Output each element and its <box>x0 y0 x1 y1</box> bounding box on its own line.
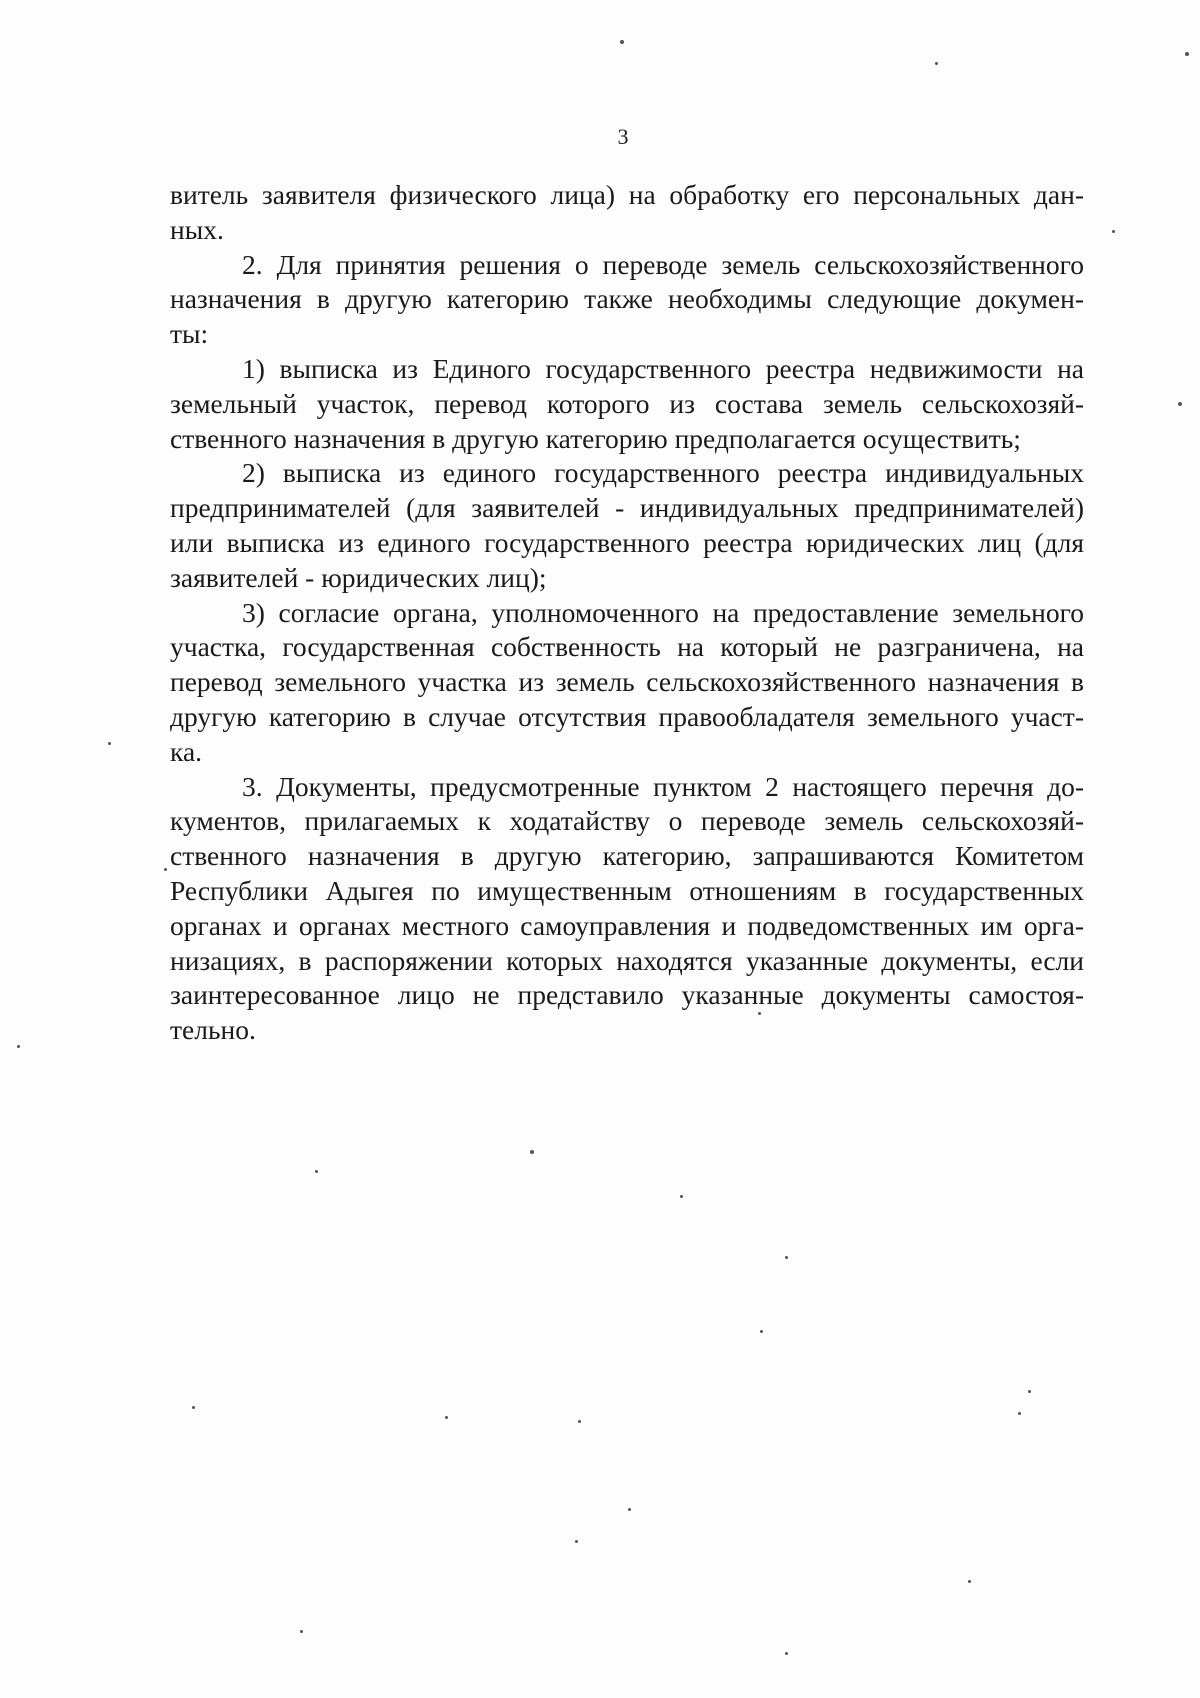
body-text <box>170 178 1084 1048</box>
text-line: 2. Для принятия решения о переводе земель сельскохозяйственного <box>242 248 1084 280</box>
scan-speck <box>1178 402 1182 406</box>
text-line: 2) выписка из единого государственного реестра индивидуальных <box>242 457 1084 489</box>
scan-speck <box>628 1508 631 1511</box>
text-line: назначения в другую категорию также необходимы следующие докумен- <box>170 283 1084 315</box>
scan-speck <box>192 1406 195 1409</box>
text-line: земельный участок, перевод которого из состава земель сельскохозяй- <box>170 387 1084 419</box>
text-line: органах и органах местного самоуправления и подведомственных им орга- <box>170 909 1084 941</box>
scan-speck <box>108 742 111 745</box>
page-number: 3 <box>617 124 629 149</box>
scan-speck <box>1028 1390 1031 1393</box>
scan-speck <box>575 1540 578 1543</box>
scan-speck <box>164 868 167 871</box>
scan-speck <box>680 1195 683 1198</box>
text-line: кументов, прилагаемых к ходатайству о переводе земель сельскохозяй- <box>170 805 1084 837</box>
text-line: ных. <box>170 213 224 245</box>
scan-speck <box>620 40 624 44</box>
scan-speck <box>1185 52 1189 56</box>
scan-speck <box>968 1580 971 1583</box>
text-line: ка. <box>170 735 203 767</box>
scan-speck <box>300 1630 303 1633</box>
text-line: заинтересованное лицо не представило указанные документы самостоя- <box>170 979 1084 1011</box>
scan-speck <box>785 1652 788 1655</box>
scan-speck <box>445 1416 448 1419</box>
text-line: витель заявителя физического лица) на обработку его персональных дан- <box>170 179 1084 210</box>
text-line: 3) согласие органа, уполномоченного на предоставление земельного <box>242 596 1084 628</box>
scan-speck <box>1018 1412 1021 1415</box>
text-line: ственного назначения в другую категорию, запрашиваются Комитетом <box>170 840 1084 872</box>
scan-speck <box>17 1045 20 1048</box>
scan-speck <box>760 1330 763 1333</box>
text-line: ственного назначения в другую категорию предполагается осуществить; <box>170 422 1021 454</box>
scan-speck <box>578 1420 581 1423</box>
text-line: 1) выписка из Единого государственного реестра недвижимости на <box>242 352 1084 384</box>
text-line: предпринимателей (для заявителей - индивидуальных предпринимателей) <box>170 492 1084 524</box>
text-line: или выписка из единого государственного реестра юридических лиц (для <box>170 526 1084 558</box>
text-line: тельно. <box>170 1014 256 1046</box>
scan-speck <box>785 1256 788 1259</box>
scan-speck <box>758 1012 761 1015</box>
text-line: Республики Адыгея по имущественным отношениям в государственных <box>170 874 1084 906</box>
text-line: перевод земельного участка из земель сельскохозяйственного назначения в <box>170 666 1084 698</box>
text-line: другую категорию в случае отсутствия правообладателя земельного участ- <box>170 700 1084 732</box>
scan-speck <box>1112 230 1115 233</box>
text-line: ты: <box>170 318 209 350</box>
scan-speck <box>935 62 938 65</box>
text-line: участка, государственная собственность на который не разграничена, на <box>170 631 1084 663</box>
text-line: низациях, в распоряжении которых находятся указанные документы, если <box>170 944 1084 976</box>
scan-speck <box>315 1170 318 1173</box>
text-line: 3. Документы, предусмотренные пунктом 2 настоящего перечня до- <box>242 770 1084 802</box>
scan-speck <box>530 1150 534 1154</box>
text-line: заявителей - юридических лиц); <box>170 561 547 593</box>
